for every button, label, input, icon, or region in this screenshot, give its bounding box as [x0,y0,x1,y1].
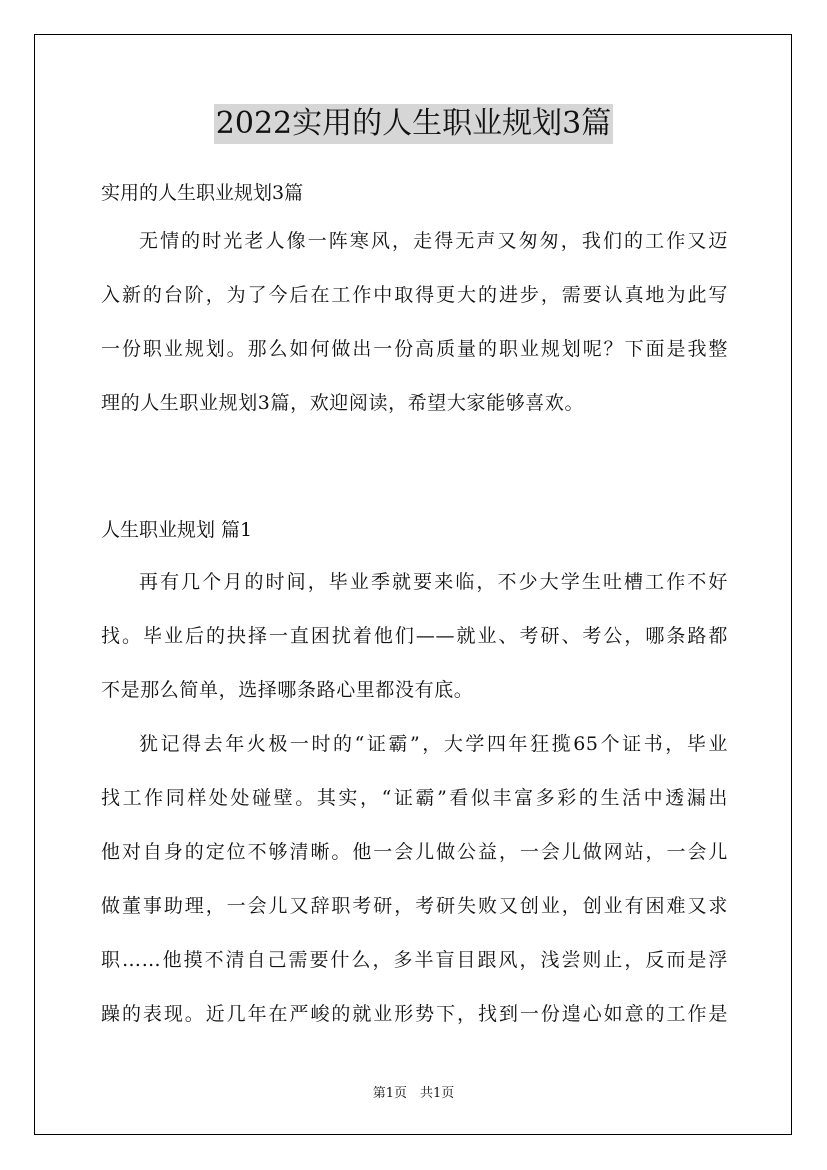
paragraph-line: 找。毕业后的抉择一直困扰着他们——就业、考研、考公，哪条路都 [101,625,728,647]
section-heading: 人生职业规划 篇1 [101,519,253,541]
intro-line: 一份职业规划。那么如何做出一份高质量的职业规划呢？下面是我整 [101,338,728,360]
paragraph-line: 不是那么简单，选择哪条路心里都没有底。 [101,679,474,701]
paragraph-line: 犹记得去年火极一时的“证霸”，大学四年狂揽65个证书，毕业 [139,733,728,755]
document-title: 2022实用的人生职业规划3篇 [214,104,613,144]
paragraph-line: 职……他摸不清自己需要什么，多半盲目跟风，浅尝则止，反而是浮 [101,949,728,971]
paragraph-line: 做董事助理，一会儿又辞职考研，考研失败又创业，创业有困难又求 [101,895,728,917]
title-row [0,104,827,144]
paragraph-line: 再有几个月的时间，毕业季就要来临，不少大学生吐槽工作不好 [139,571,728,593]
page-footer: 第1页 共1页 [372,1086,455,1101]
intro-line: 入新的台阶，为了今后在工作中取得更大的进步，需要认真地为此写 [101,284,728,306]
paragraph-line: 躁的表现。近几年在严峻的就业形势下，找到一份遑心如意的工作是 [101,1003,728,1025]
paragraph-line: 找工作同样处处碰壁。其实，“证霸”看似丰富多彩的生活中透漏出 [101,787,728,809]
intro-line: 理的人生职业规划3篇，欢迎阅读，希望大家能够喜欢。 [101,392,585,414]
intro-line: 无情的时光老人像一阵寒风，走得无声又匆匆，我们的工作又迈 [139,230,728,252]
paragraph-1 [101,568,728,730]
document-body [101,178,728,1054]
paragraph-line: 他对自身的定位不够清晰。他一会儿做公益，一会儿做网站，一会儿 [101,841,728,863]
document-subtitle: 实用的人生职业规划3篇 [101,182,304,204]
paragraph-2 [101,730,728,1054]
intro-paragraph [101,227,728,443]
